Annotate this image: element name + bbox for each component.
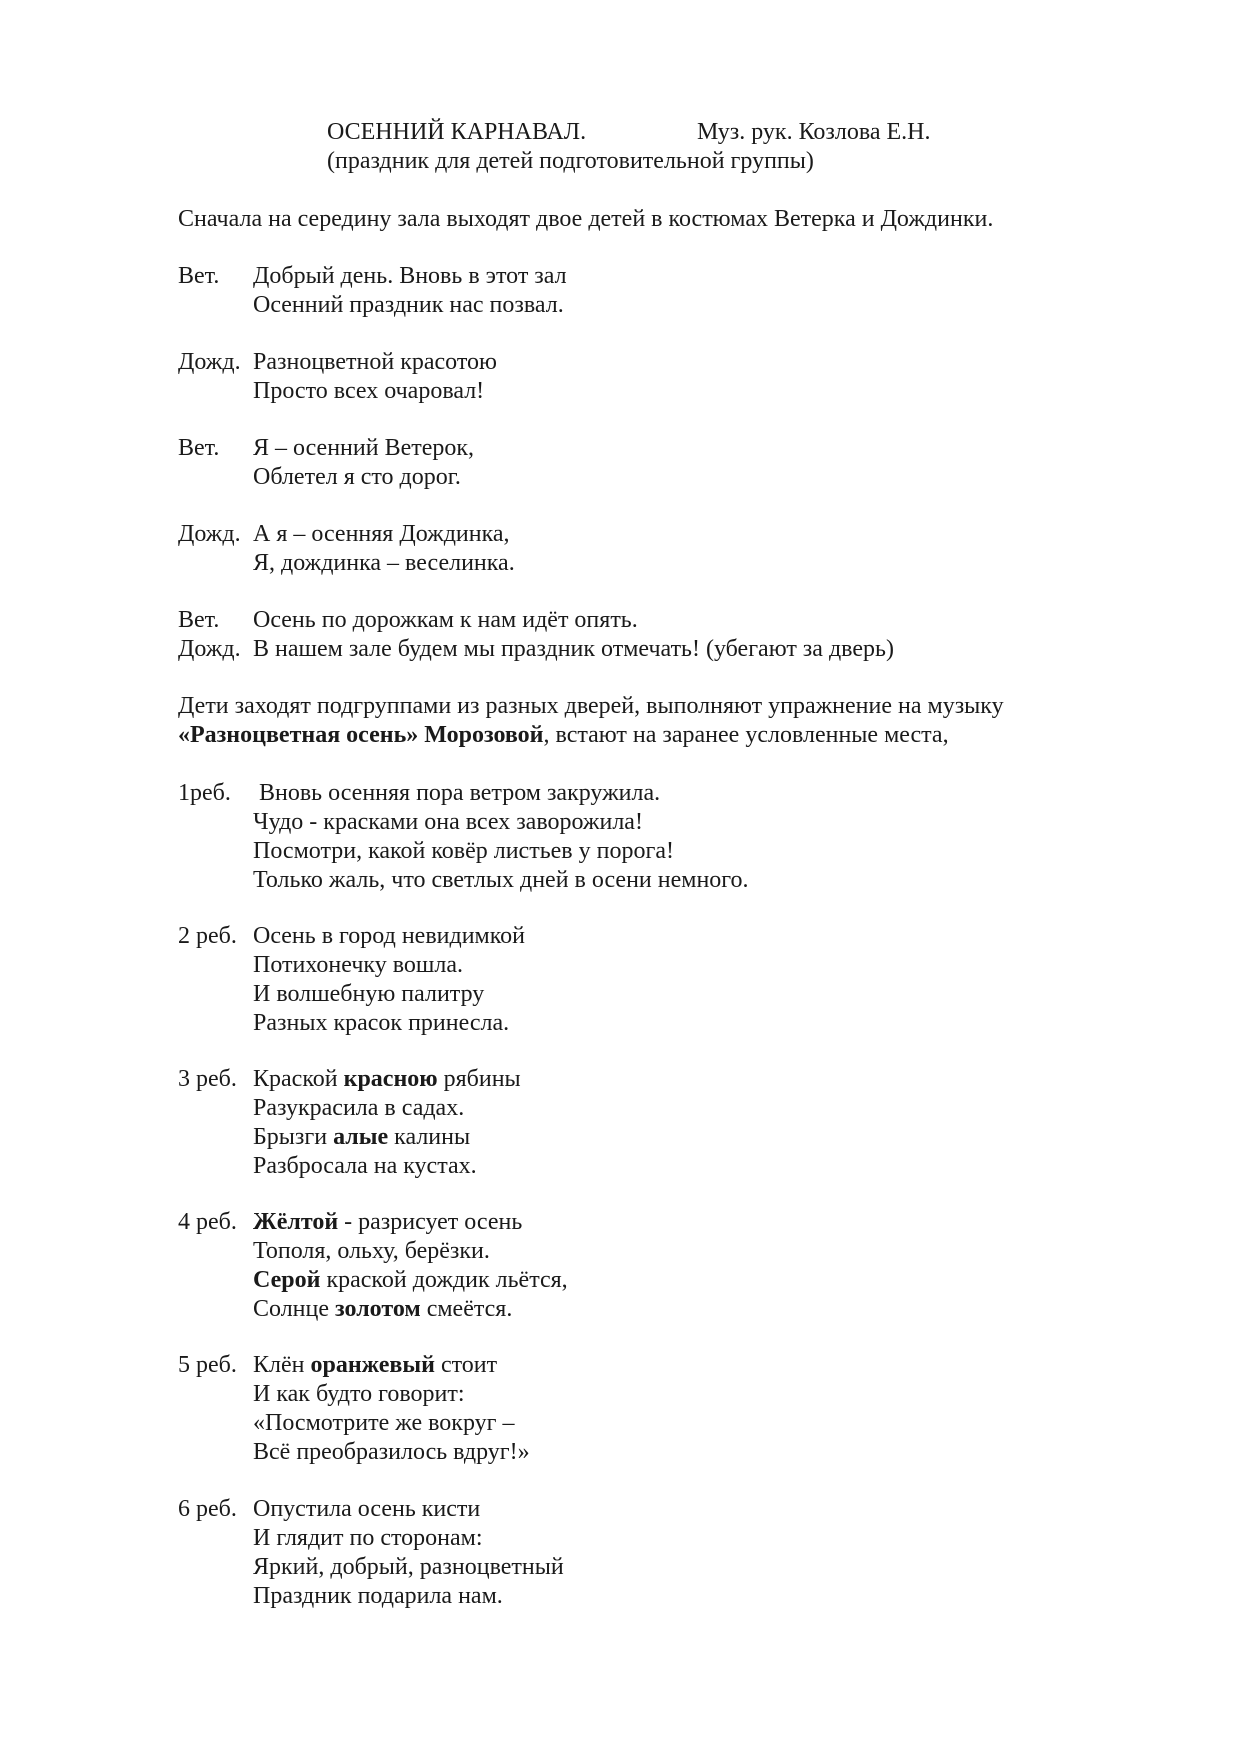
text-run: Брызги — [253, 1124, 334, 1150]
text-line: Облетел я сто дорог. — [253, 464, 461, 490]
text-run: - разрисует осень — [338, 1209, 523, 1235]
lines — [253, 922, 525, 1038]
text-run: краской дождик льётся, — [320, 1267, 568, 1293]
text-line: А я – осенняя Дождинка, — [253, 521, 510, 547]
color-word: Жёлтой — [253, 1209, 339, 1235]
speaker: Дожд. — [178, 636, 241, 662]
text-line: Опустила осень кисти — [253, 1496, 481, 1522]
lines — [253, 1208, 568, 1324]
lines — [253, 520, 515, 578]
color-word: Серой — [253, 1267, 321, 1293]
speaker: Вет. — [178, 607, 220, 633]
text-line: Только жаль, что светлых дней в осени немного. — [253, 867, 749, 893]
text-run: Клён — [253, 1352, 311, 1378]
text-line: Добрый день. Вновь в этот зал — [253, 263, 567, 289]
speaker: 1реб. — [178, 780, 231, 806]
speaker: Дожд. — [178, 349, 241, 375]
text-line: И волшебную палитру — [253, 981, 485, 1007]
text-line: Чудо - красками она всех заворожила! — [253, 809, 643, 835]
speaker: Вет. — [178, 435, 220, 461]
text-line — [253, 1295, 568, 1324]
text-line: Я, дождинка – веселинка. — [253, 550, 515, 576]
lines — [253, 606, 638, 635]
speaker: 2 реб. — [178, 923, 237, 949]
text-line: И глядит по сторонам: — [253, 1525, 483, 1551]
text-line: Разукрасила в садах. — [253, 1095, 465, 1121]
lines — [253, 434, 474, 492]
stage-direction-line — [178, 721, 949, 750]
text-run: Краской — [253, 1066, 344, 1092]
text-run: калины — [388, 1124, 471, 1150]
text-line: Посмотри, какой ковёр листьев у порога! — [253, 838, 674, 864]
text-line: И как будто говорит: — [253, 1381, 465, 1407]
lines — [253, 1495, 564, 1611]
text-run: Солнце — [253, 1296, 336, 1322]
speaker: 4 реб. — [178, 1209, 237, 1235]
lines — [253, 348, 497, 406]
song-title: «Разноцветная осень» Морозовой — [178, 722, 544, 748]
lines — [253, 1351, 530, 1467]
text-line: В нашем зале будем мы праздник отмечать! (убегают за дверь) — [253, 636, 894, 662]
text-line — [253, 1351, 530, 1380]
color-word: оранжевый — [310, 1352, 435, 1378]
author: Муз. рук. Козлова Е.Н. — [697, 119, 931, 145]
text-line: Я – осенний Ветерок, — [253, 435, 475, 461]
text-line: Осенний праздник нас позвал. — [253, 292, 564, 318]
text-line — [253, 1208, 568, 1237]
stage-direction-line: Дети заходят подгруппами из разных дверей, выполняют упражнение на музыку — [178, 693, 1004, 719]
document-title: ОСЕННИЙ КАРНАВАЛ. — [327, 119, 587, 145]
text-line — [253, 1065, 521, 1094]
header — [327, 118, 1027, 147]
text-line: Разбросала на кустах. — [253, 1153, 477, 1179]
intro-direction: Сначала на середину зала выходят двое детей в костюмах Ветерка и Дождинки. — [178, 206, 994, 232]
text-line: Праздник подарила нам. — [253, 1583, 503, 1609]
lines — [253, 635, 894, 664]
text-line: Разных красок принесла. — [253, 1010, 510, 1036]
text-line — [253, 1123, 521, 1152]
text-run: смеётся. — [420, 1296, 513, 1322]
text-line: Потихонечку вошла. — [253, 952, 463, 978]
speaker: Вет. — [178, 263, 220, 289]
text-line: Тополя, ольху, берёзки. — [253, 1238, 490, 1264]
subtitle: (праздник для детей подготовительной группы) — [327, 148, 814, 174]
text-line: Осень в город невидимкой — [253, 923, 526, 949]
speaker: 6 реб. — [178, 1496, 237, 1522]
speaker: Дожд. — [178, 521, 241, 547]
text-line: Яркий, добрый, разноцветный — [253, 1554, 564, 1580]
speaker: 5 реб. — [178, 1352, 237, 1378]
text-line: «Посмотрите же вокруг – — [253, 1410, 515, 1436]
lines — [253, 1065, 521, 1181]
color-word: алые — [333, 1124, 389, 1150]
speaker: 3 реб. — [178, 1066, 237, 1092]
text-line: Просто всех очаровал! — [253, 378, 485, 404]
text-line: Осень по дорожкам к нам идёт опять. — [253, 607, 638, 633]
color-word: красною — [343, 1066, 438, 1092]
text-run: рябины — [437, 1066, 521, 1092]
text-line: Вновь осенняя пора ветром закружила. — [259, 780, 661, 806]
lines — [253, 779, 749, 895]
text-line: Разноцветной красотою — [253, 349, 497, 375]
text-line: Всё преобразилось вдруг!» — [253, 1439, 530, 1465]
stage-direction-text: , встают на заранее условленные места, — [543, 722, 949, 748]
text-line — [253, 1266, 568, 1295]
text-run: стоит — [434, 1352, 498, 1378]
lines — [253, 262, 567, 320]
color-word: золотом — [335, 1296, 421, 1322]
